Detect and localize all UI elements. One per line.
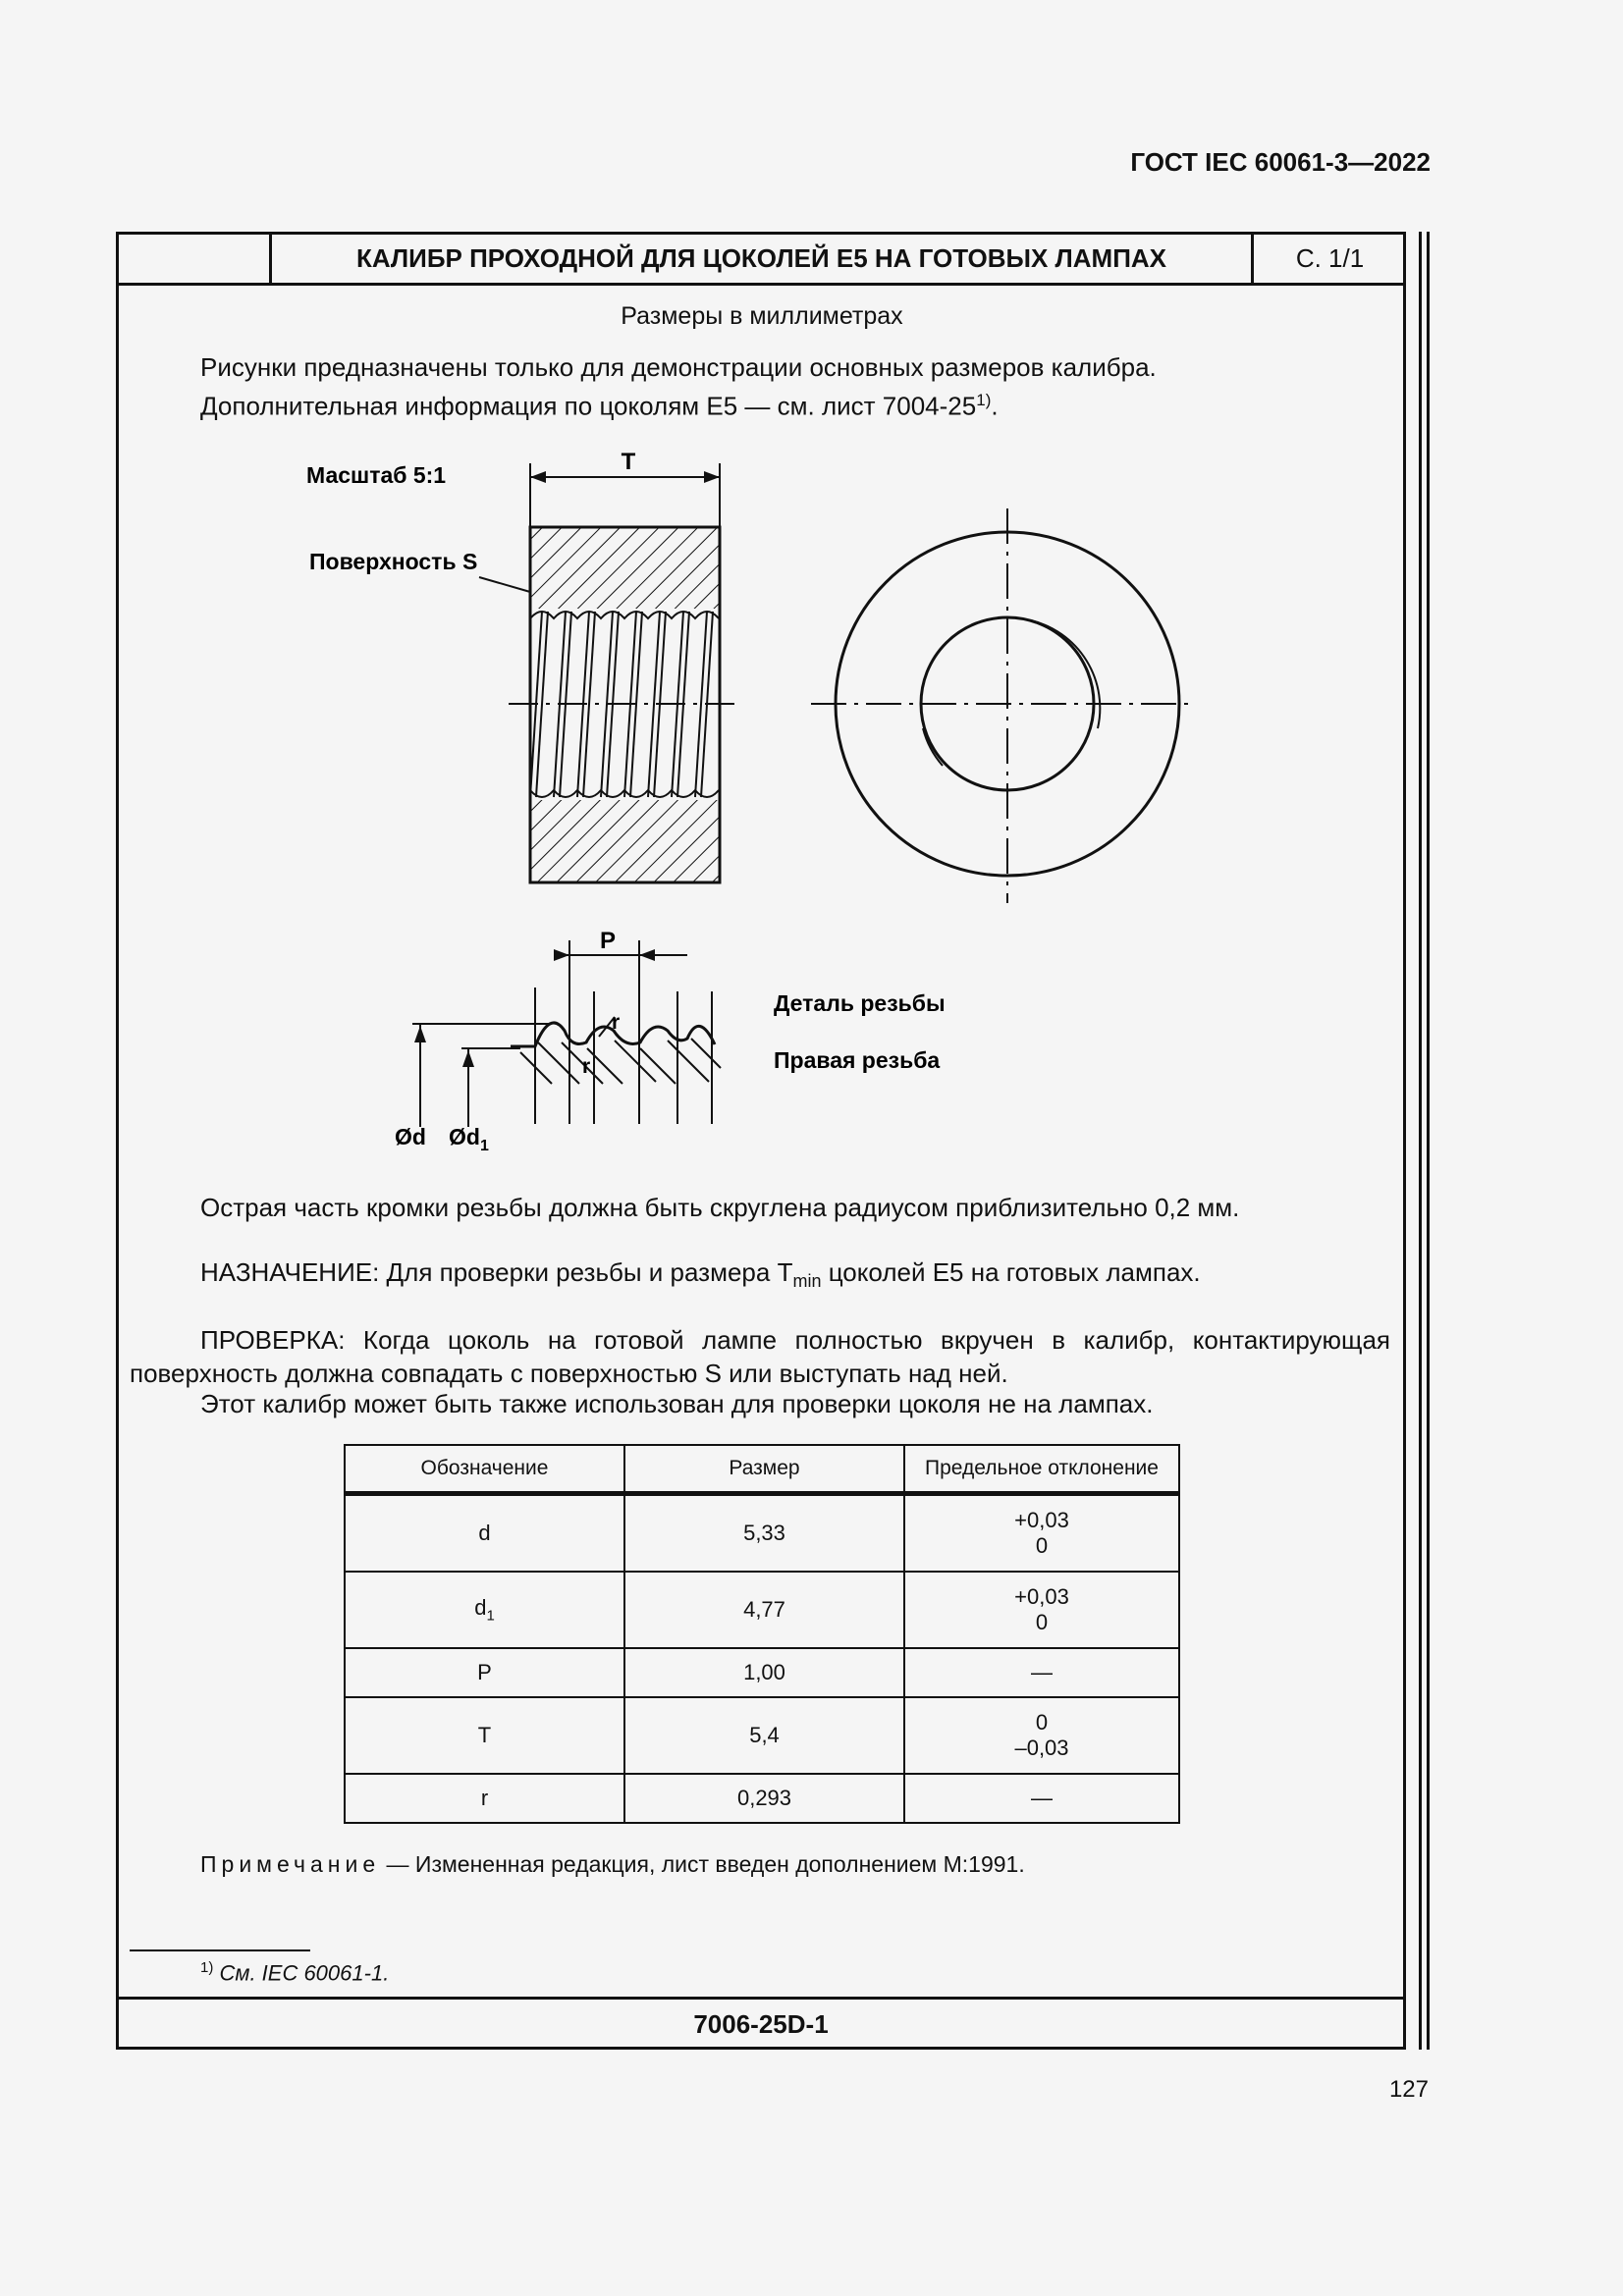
cell-symbol: r <box>345 1774 624 1823</box>
cell-tolerance: — <box>904 1648 1179 1697</box>
diameter-d1-label: $Ød_1$ <box>449 1124 489 1154</box>
cell-size: 1,00 <box>624 1648 904 1697</box>
cell-size: 5,33 <box>624 1494 904 1573</box>
units-note: Размеры в миллиметрах <box>621 302 903 330</box>
note-paragraph: Примечание — Измененная редакция, лист введен дополнением М:1991. <box>200 1851 1025 1877</box>
table-row <box>345 1697 1179 1774</box>
sheet-title: КАЛИБР ПРОХОДНОЙ ДЛЯ ЦОКОЛЕЙ Е5 НА ГОТОВЫХ ЛАМПАХ <box>355 243 1167 273</box>
header-size: Размер <box>624 1445 904 1494</box>
edge-rounding-note: Острая часть кромки резьбы должна быть скруглена радиусом приблизительно 0,2 мм. <box>200 1193 1240 1222</box>
cell-tolerance: +0,03 0 <box>904 1572 1179 1648</box>
table-row <box>345 1774 1179 1823</box>
dim-t-label: T <box>621 449 636 475</box>
scale-label: Масштаб 5:1 <box>306 462 447 488</box>
surface-leader <box>479 577 530 592</box>
table-row <box>345 1572 1179 1648</box>
header-designation: Обозначение <box>345 1445 624 1494</box>
thread-detail-label: Деталь резьбы <box>774 990 946 1016</box>
r-label-top: r <box>612 1011 621 1034</box>
dim-p-label: P <box>599 928 617 954</box>
gauge-section-view <box>509 527 738 882</box>
cell-symbol: P <box>345 1648 624 1697</box>
table-header-row <box>345 1445 1179 1494</box>
table-row <box>345 1648 1179 1697</box>
sheet-code: 7006-25D-1 <box>693 2009 829 2039</box>
sheet-index: С. 1/1 <box>1295 243 1365 273</box>
intro-line-2: Дополнительная информация по цоколям Е5 — см. лист 7004-25$^{1)}$. <box>200 391 999 421</box>
cell-size: 0,293 <box>624 1774 904 1823</box>
right-thread-label: Правая резьба <box>774 1047 941 1073</box>
gauge-front-view <box>811 508 1196 903</box>
footnote: $^{1)}$ См. IEC 60061-1. <box>200 1959 390 1986</box>
dimensions-table <box>344 1444 1180 1824</box>
surface-s-label: Поверхность S <box>309 549 478 574</box>
check-line-2: поверхность должна совпадать с поверхностью S или выступать над ней. <box>130 1359 1008 1388</box>
purpose-paragraph: НАЗНАЧЕНИЕ: Для проверки резьбы и размера $T_{min}$ цоколей Е5 на готовых лампах. <box>200 1257 1201 1292</box>
cell-tolerance: — <box>904 1774 1179 1823</box>
cell-tolerance: +0,03 0 <box>904 1494 1179 1573</box>
cell-size: 4,77 <box>624 1572 904 1648</box>
thread-detail <box>395 928 946 1154</box>
frame-double-line <box>1419 232 1422 2050</box>
check-line-1: ПРОВЕРКА: Когда цоколь на готовой лампе полностью вкручен в калибр, контактирующая <box>200 1325 1390 1355</box>
dimension-t <box>530 449 720 526</box>
gauge-drawing <box>116 432 1196 1178</box>
cell-symbol: d <box>345 1494 624 1573</box>
frame-double-line <box>1427 232 1430 2050</box>
cell-symbol: T <box>345 1697 624 1774</box>
diameter-d-label: Ød <box>395 1124 426 1149</box>
cell-size: 5,4 <box>624 1697 904 1774</box>
cell-tolerance: 0 –0,03 <box>904 1697 1179 1774</box>
standard-number: ГОСТ IEC 60061-3—2022 <box>1130 147 1431 177</box>
table-row <box>345 1494 1179 1573</box>
cell-symbol: $d_1$ <box>345 1572 624 1648</box>
intro-line-1: Рисунки предназначены только для демонстрации основных размеров калибра. <box>200 352 1157 382</box>
check-line-3: Этот калибр может быть также использован для проверки цоколя не на лампах. <box>200 1389 1154 1418</box>
header-tolerance: Предельное отклонение <box>904 1445 1179 1494</box>
r-label-bottom: r <box>582 1055 591 1078</box>
footnote-rule <box>130 1949 310 1951</box>
footnote-ref: 1) <box>976 391 992 409</box>
page-number: 127 <box>1388 2076 1429 2103</box>
